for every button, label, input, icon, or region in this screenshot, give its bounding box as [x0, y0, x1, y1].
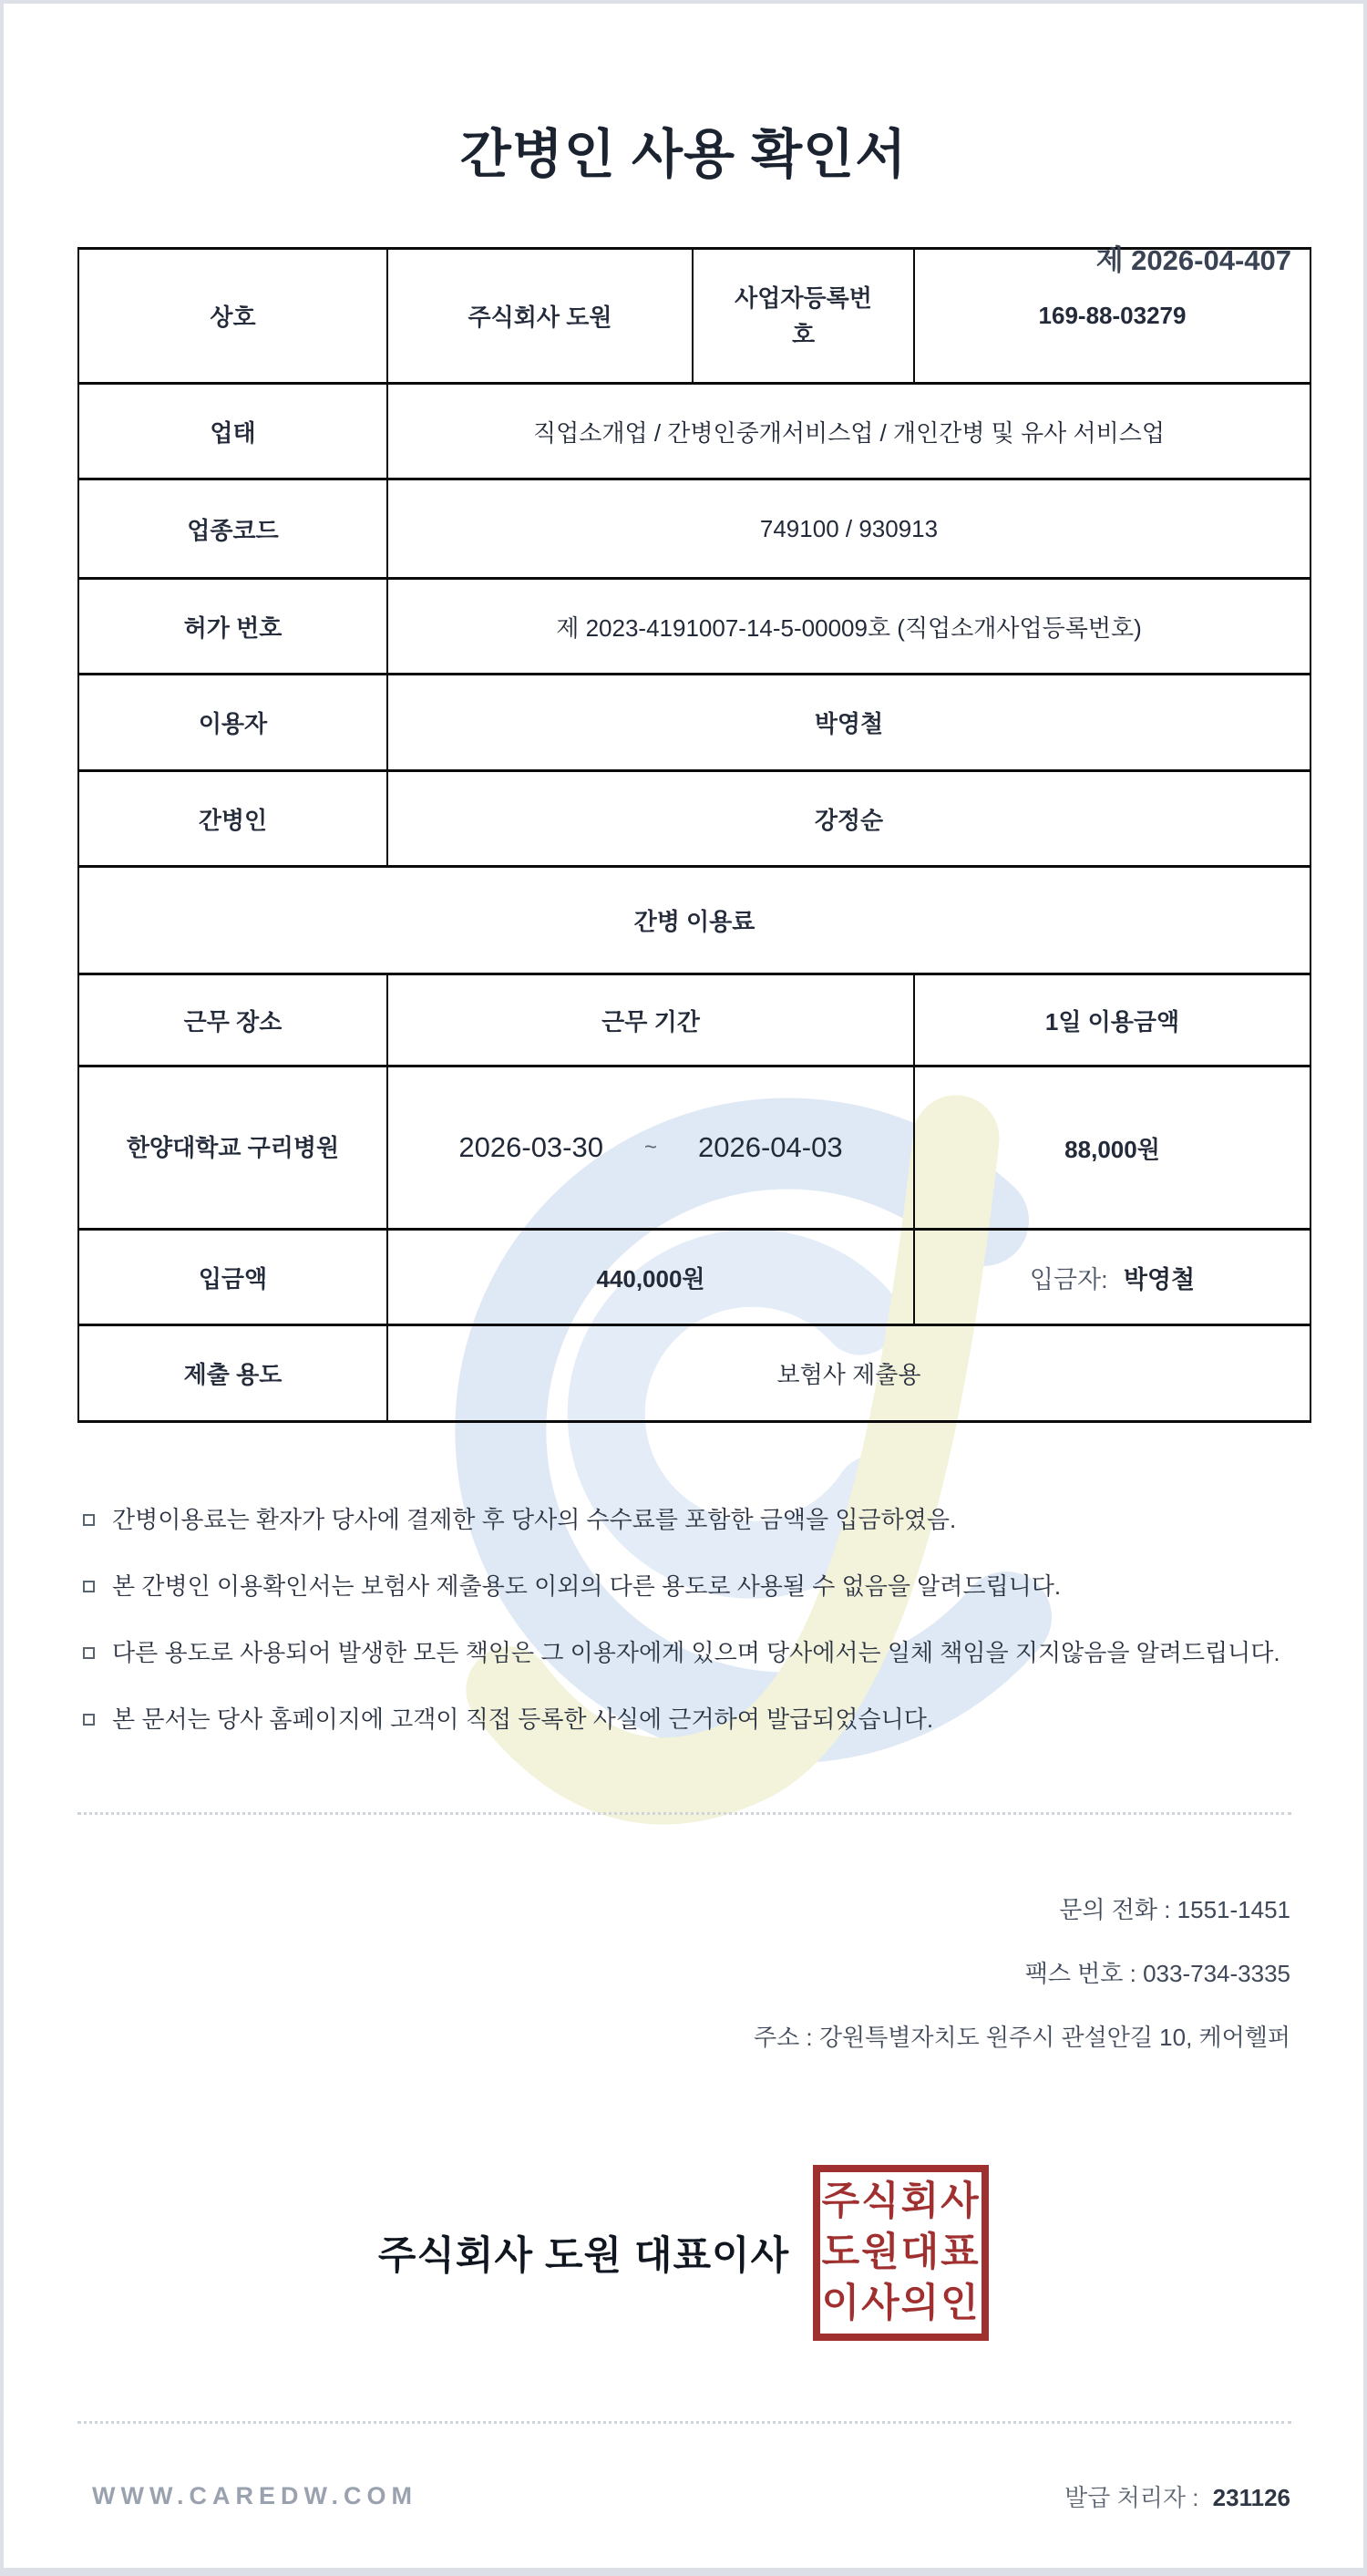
contact-address: 주소 : 강원특별자치도 원주시 관설안길 10, 케어헬퍼 — [753, 2024, 1290, 2051]
industry-code-value: 749100 / 930913 — [387, 479, 1310, 579]
purpose-label: 제출 용도 — [78, 1325, 387, 1422]
table-row — [78, 1230, 1310, 1325]
table-row — [78, 675, 1310, 771]
note-text: 간병이용료는 환자가 당사에 결제한 후 당사의 수수료를 포함한 금액을 입금하였음. — [112, 1506, 957, 1533]
corporate-seal-stamp — [813, 2165, 989, 2341]
table-row — [78, 384, 1310, 479]
dashed-divider — [77, 1812, 1291, 1815]
table-row — [78, 867, 1310, 974]
user-label: 이용자 — [78, 675, 387, 771]
issuer-value: 231126 — [1212, 2483, 1290, 2511]
work-period-value — [387, 1066, 914, 1230]
square-bullet-icon — [83, 1581, 95, 1592]
period-tilde: ~ — [643, 1135, 657, 1159]
contact-phone: 문의 전화 : 1551-1451 — [1059, 1896, 1290, 1923]
table-row — [78, 579, 1310, 675]
business-type-value: 직업소개업 / 간병인중개서비스업 / 개인간병 및 유사 서비스업 — [387, 384, 1310, 479]
permit-no-label: 허가 번호 — [78, 579, 387, 675]
page-title: 간병인 사용 확인서 — [459, 125, 908, 184]
seal-text-line: 도원대표 — [821, 2231, 981, 2274]
company-name-label: 상호 — [78, 249, 387, 384]
table-row — [78, 771, 1310, 867]
square-bullet-icon — [83, 1514, 95, 1526]
ceo-signature-text: 주식회사 도원 대표이사 — [377, 2233, 790, 2278]
company-name-value: 주식회사 도원 — [387, 249, 693, 384]
website-url: WWW.CAREDW.COM — [92, 2481, 417, 2509]
note-item — [83, 1705, 1280, 1733]
deposit-label: 입금액 — [78, 1230, 387, 1325]
document-card — [4, 4, 1363, 2568]
depositor-label: 입금자: — [1029, 1265, 1108, 1293]
square-bullet-icon — [83, 1647, 95, 1659]
table-row — [78, 479, 1310, 579]
table-row — [78, 1325, 1310, 1422]
square-bullet-icon — [83, 1714, 95, 1726]
contact-info — [754, 1878, 1290, 2069]
contact-fax: 팩스 번호 : 033-734-3335 — [1024, 1960, 1290, 1987]
purpose-value: 보험사 제출용 — [387, 1325, 1310, 1422]
business-reg-no-label: 사업자등록번호 — [693, 249, 914, 384]
work-place-header: 근무 장소 — [78, 974, 387, 1066]
confirmation-table — [77, 247, 1311, 1423]
issuer-label: 발급 처리자 : — [1064, 2483, 1199, 2511]
user-value: 박영철 — [387, 675, 1310, 771]
permit-no-value: 제 2023-4191007-14-5-00009호 (직업소개사업등록번호) — [387, 579, 1310, 675]
issuer-info — [1064, 2479, 1290, 2513]
period-start-date: 2026-03-30 — [458, 1131, 603, 1163]
work-place-value: 한양대학교 구리병원 — [78, 1066, 387, 1230]
doc-number: 제 2026-04-407 — [1095, 244, 1291, 276]
work-period-header: 근무 기간 — [387, 974, 914, 1066]
note-item — [83, 1639, 1280, 1666]
footer — [92, 2476, 1290, 2516]
depositor-name: 박영철 — [1123, 1265, 1196, 1293]
business-reg-no-value: 169-88-03279 — [914, 249, 1310, 384]
note-item — [83, 1572, 1280, 1600]
seal-text-line: 이사의인 — [821, 2282, 981, 2325]
fee-section-title: 간병 이용료 — [78, 867, 1310, 974]
caregiver-label: 간병인 — [78, 771, 387, 867]
business-type-label: 업태 — [78, 384, 387, 479]
caregiver-value: 강정순 — [387, 771, 1310, 867]
note-item — [83, 1506, 1280, 1533]
note-text: 본 간병인 이용확인서는 보험사 제출용도 이외의 다른 용도로 사용될 수 없음을 알려드립니다. — [112, 1572, 1062, 1600]
table-row — [78, 974, 1310, 1066]
period-end-date: 2026-04-03 — [698, 1131, 843, 1163]
deposit-amount-value: 440,000원 — [387, 1230, 914, 1325]
dashed-divider — [77, 2421, 1291, 2424]
depositor-cell — [914, 1230, 1310, 1325]
note-text: 다른 용도로 사용되어 발생한 모든 책임은 그 이용자에게 있으며 당사에서는 일체 책임을 지지않음을 알려드립니다. — [112, 1639, 1280, 1666]
daily-amount-header: 1일 이용금액 — [914, 974, 1310, 1066]
note-text: 본 문서는 당사 홈페이지에 고객이 직접 등록한 사실에 근거하여 발급되었습니다. — [112, 1705, 934, 1733]
notes-section — [83, 1506, 1280, 1772]
table-row — [78, 1066, 1310, 1230]
daily-amount-value: 88,000원 — [914, 1066, 1310, 1230]
industry-code-label: 업종코드 — [78, 479, 387, 579]
seal-text-line: 주식회사 — [821, 2179, 981, 2223]
signature-block — [4, 2163, 1363, 2342]
